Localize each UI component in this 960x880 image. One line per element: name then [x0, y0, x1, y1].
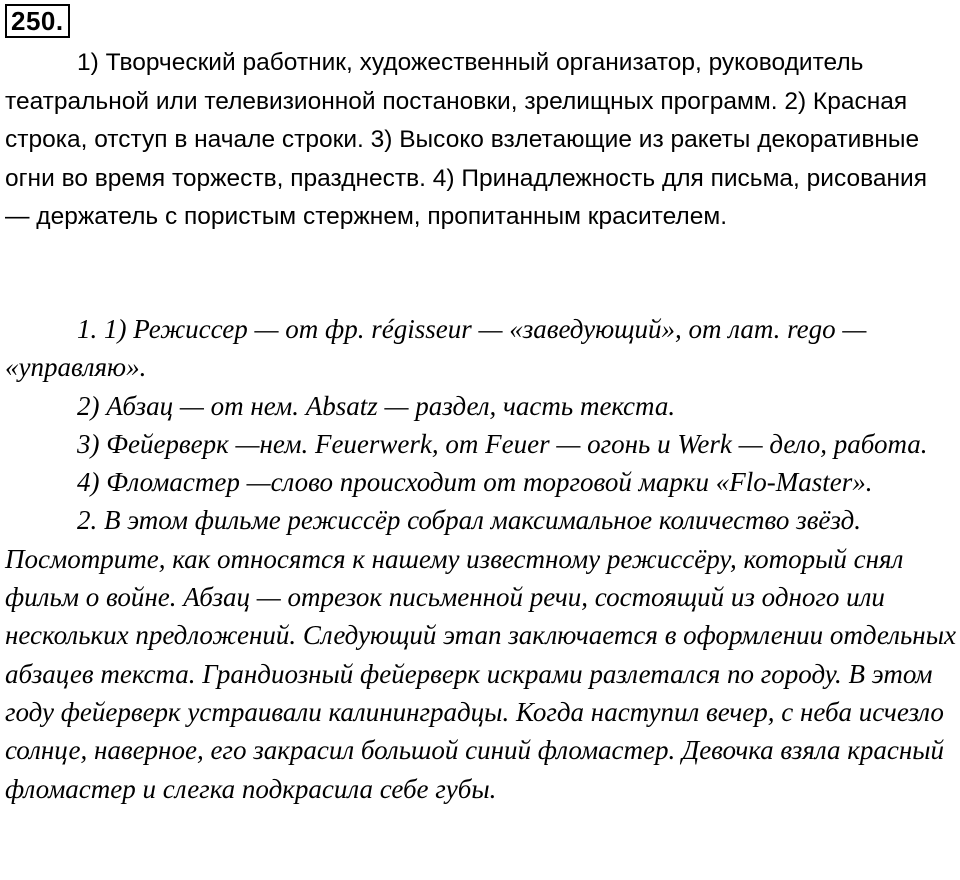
exercise-number: 250.	[5, 4, 70, 38]
answers-block	[5, 310, 960, 808]
definitions-paragraph: 1) Творческий работник, художественный организатор, руководитель театральной или телевизионной постановки, зрелищных программ. 2) Красная строка, отступ в начале строки. 3) Высоко взлетающие из ракеты декоративные огни во время торжеств, празднеств. 4) Принадлежность для письма, рисования — держатель с пористым стержнем, пропитанным красителем.	[5, 49, 927, 230]
definitions-block	[5, 44, 950, 237]
answer-paragraph-2: 2) Абзац — от нем. Absatz — раздел, часть текста.	[77, 390, 676, 421]
answer-paragraph-5: 2. В этом фильме режиссёр собрал максимальное количество звёзд. Посмотрите, как относятся к нашему известному режиссёру, который снял фильм о войне. Абзац — отрезок письменной речи, состоящий из одного или нескольких предложений. Следующий этап заключается в оформлении отдельных абзацев текста. Грандиозный фейерверк искрами разлетался по городу. В этом году фейерверк устраивали калининградцы. Когда наступил вечер, с неба исчезло солнце, наверное, его закрасил большой синий фломастер. Девочка взяла красный фломастер и слегка подкрасила себе губы.	[5, 505, 956, 804]
answer-paragraph-1: 1. 1) Режиссер — от фр. régisseur — «заведующий», от лат. rego — «управляю».	[5, 314, 867, 383]
answer-paragraph-3: 3) Фейерверк —нем. Feuerwerk, от Feuer — огонь и Werk — дело, работа.	[77, 428, 928, 459]
answer-paragraph-4: 4) Фломастер —слово происходит от торговой марки «Flo-Master».	[77, 467, 873, 498]
